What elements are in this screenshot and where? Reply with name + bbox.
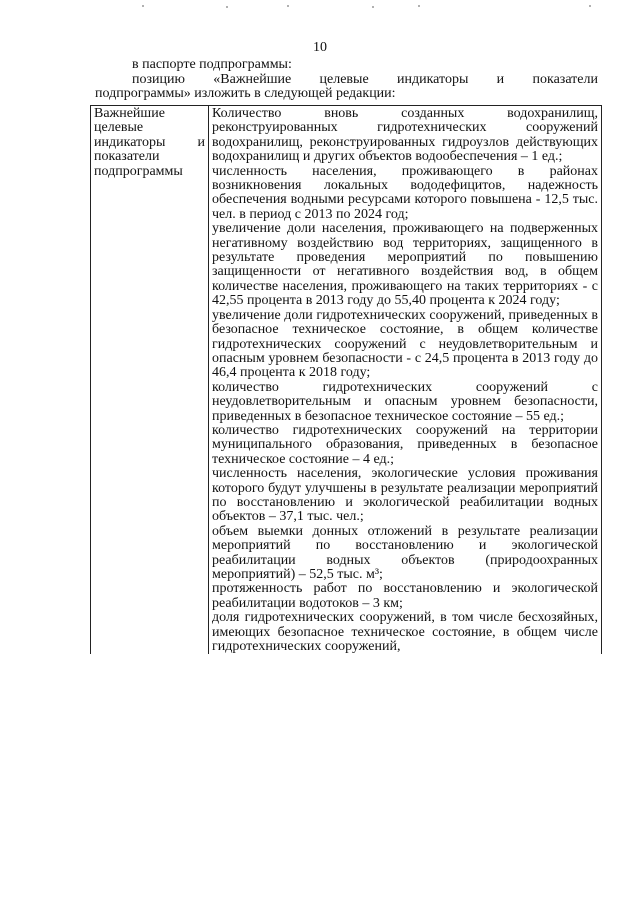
indicator-item: увеличение доли гидротехнических сооружений, приведенных в безопасное техническое состояние, в общем количестве гидротехнических сооружений с неудовлетворительным и опасным уровнем безопасности - с 24,5 процента в 2013 году до 46,4 процента к 2018 году;	[212, 307, 598, 381]
indicator-item: количество гидротехнических сооружений с неудовлетворительным и опасным уровнем безопасности, приведенных в безопасное техническое состояние – 55 ед.;	[212, 379, 598, 424]
left-cell-line: Важнейшие	[94, 106, 165, 121]
indicator-item: протяженность работ по восстановлению и экологической реабилитации водотоков – 3 км;	[212, 581, 598, 611]
page-number: 10	[313, 40, 327, 55]
indicator-list-cell	[209, 106, 602, 655]
scan-speck	[226, 6, 228, 8]
indicator-header-cell	[91, 106, 209, 655]
scan-speck	[142, 5, 144, 7]
scan-speck	[418, 5, 420, 7]
scan-speck	[372, 6, 374, 8]
indicator-item: увеличение доли населения, проживающего на подверженных негативному воздействию вод территориях, защищенного в результате проведения мероприятий по повышению защищенности от негативного воздействия вод, в общем количестве населения, проживающего на таких территориях - с 42,55 процента в 2013 году до 55,40 процента к 2024 году;	[212, 221, 598, 309]
left-cell-line: целевые	[94, 120, 144, 136]
intro-line-3: подпрограммы» изложить в следующей редакции:	[95, 86, 396, 101]
intro-line-1: в паспорте подпрограммы:	[132, 57, 292, 72]
intro-line-2: позицию «Важнейшие целевые индикаторы и показатели	[132, 71, 598, 87]
left-cell-line: показатели	[94, 149, 160, 165]
indicators-table	[90, 105, 602, 654]
indicator-item: количество гидротехнических сооружений на территории муниципального образования, приведенных в безопасное техническое состояние – 4 ед.;	[212, 422, 598, 467]
indicator-item: доля гидротехнических сооружений, в том числе бесхозяйных, имеющих безопасное техническое состояние, в общем числе гидротехнических сооружений,	[212, 610, 598, 655]
intro-text	[95, 58, 598, 102]
left-cell-line: индикаторы и	[94, 134, 205, 150]
indicator-item: Количество вновь созданных водохранилищ, реконструированных гидротехнических сооружений водохранилищ, реконструированных гидроузлов действующих водохранилищ и других объектов водообеспечения – 1 ед.;	[212, 106, 598, 165]
scan-speck	[589, 5, 591, 7]
scan-speck	[287, 5, 289, 7]
table-row	[91, 106, 602, 655]
indicator-item: объем выемки донных отложений в результате реализации мероприятий по восстановлению и экологической реабилитации водных объектов (природоохранных мероприятий) – 52,5 тыс. м³;	[212, 523, 598, 582]
indicator-item: численность населения, проживающего в районах возникновения локальных вододефицитов, надежность обеспечения водными ресурсами которого повышена - 12,5 тыс. чел. в период с 2013 по 2024 год;	[212, 163, 598, 222]
left-cell-line: подпрограммы	[94, 163, 183, 179]
indicator-item: численность населения, экологические условия проживания которого будут улучшены в результате реализации мероприятий по восстановлению и экологической реабилитации водных объектов – 37,1 тыс. чел.;	[212, 466, 598, 525]
